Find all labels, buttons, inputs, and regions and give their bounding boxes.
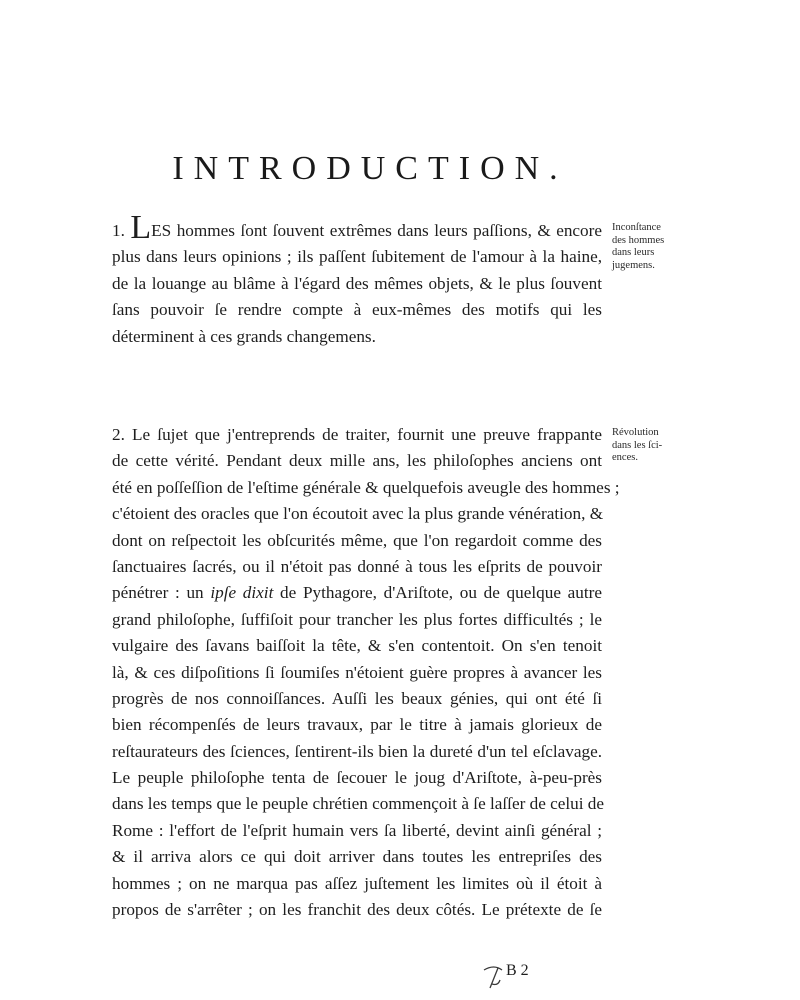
text-line: pénétrer : un ipſe dixit de Pythagore, d'Ariſtote, ou de quelque autre [112,583,602,603]
margin-note-line: dans leurs [612,247,655,258]
margin-note-line: Inconſtance [612,222,661,233]
margin-note-line: Révolution [612,427,659,438]
text-line: déterminent à ces grands changemens. [112,326,376,346]
margin-note-1 [612,222,692,272]
line-text: ES hommes ſont ſouvent extrêmes dans leurs paſſions, & encore [151,221,603,240]
text-line: ſanctuaires ſacrés, ou il n'étoit pas donné à tous les eſprits de pouvoir [112,556,602,576]
text-line: dont on reſpectoit les obſcurités même, que l'on regardoit comme des [112,530,602,550]
text-line: Rome : l'effort de l'eſprit humain vers ſa liberté, devint ainſi général ; [112,820,602,840]
text-line: là, & ces diſpoſitions ſi ſoumiſes n'étoient guère propres à avancer les [112,662,602,682]
text-line [112,209,603,246]
text-line: reſtaurateurs des ſciences, ſentirent-ils bien la dureté d'un tel eſclavage. [112,741,602,761]
drop-cap: L [130,209,152,246]
text-line: 2. Le ſujet que j'entreprends de traiter, fournit une preuve frappante [112,425,602,444]
text-line: dans les temps que le peuple chrétien commençoit à ſe laſſer de celui de [112,794,605,814]
text-line: plus dans leurs opinions ; ils paſſent ſubitement de l'amour à la haine, [112,247,602,267]
paragraph-1 [112,209,603,350]
text-line: ſans pouvoir ſe rendre compte à eux-mêmes des motifs qui les [112,300,602,320]
text-line: vulgaire des ſavans baiſſoit la tête, & s'en contentoit. On s'en tenoit [112,636,602,656]
text-line: été en poſſeſſion de l'eſtime générale & quelquefois aveugle des hommes ; [112,477,620,497]
latin-phrase: ipſe dixit [210,583,274,603]
text-line: & il arriva alors ce qui doit arriver dans toutes les entrepriſes des [112,847,602,867]
margin-note-line: ences. [612,452,638,463]
paragraph-2 [112,422,620,923]
text-line: de cette vérité. Pendant deux mille ans, les philoſophes anciens ont [112,451,602,471]
signature-mark: B 2 [506,962,529,979]
margin-note-line: jugemens. [612,259,655,271]
text-line: bien récompenſés de leurs travaux, par le titre à jamais glorieux de [112,715,602,735]
text-line: hommes ; on ne marqua pas aſſez juſtement les limites où il étoit à [112,873,602,893]
text-line: propos de s'arrêter ; on les franchit des deux côtés. Le prétexte de ſe [112,900,602,920]
margin-note-line: dans les ſci- [612,439,663,451]
text-line: c'étoient des oracles que l'on écoutoit avec la plus grande vénération, & [112,504,604,524]
page-title: INTRODUCTION. [172,150,568,187]
margin-note-line: des hommes [612,234,665,246]
text-line: grand philoſophe, ſuffiſoit pour trancher les plus fortes difficultés ; le [112,609,602,629]
text-line: de la louange au blâme à l'égard des mêmes objets, & le plus ſouvent [112,273,602,293]
text-line: Le peuple philoſophe tenta de ſecouer le joug d'Ariſtote, à-peu-près [112,768,602,788]
margin-note-2 [612,427,692,465]
text-line: progrès de nos connoiſſances. Auſſi les beaux génies, qui ont été ſi [112,688,602,708]
paragraph-number: 1. [112,221,125,240]
